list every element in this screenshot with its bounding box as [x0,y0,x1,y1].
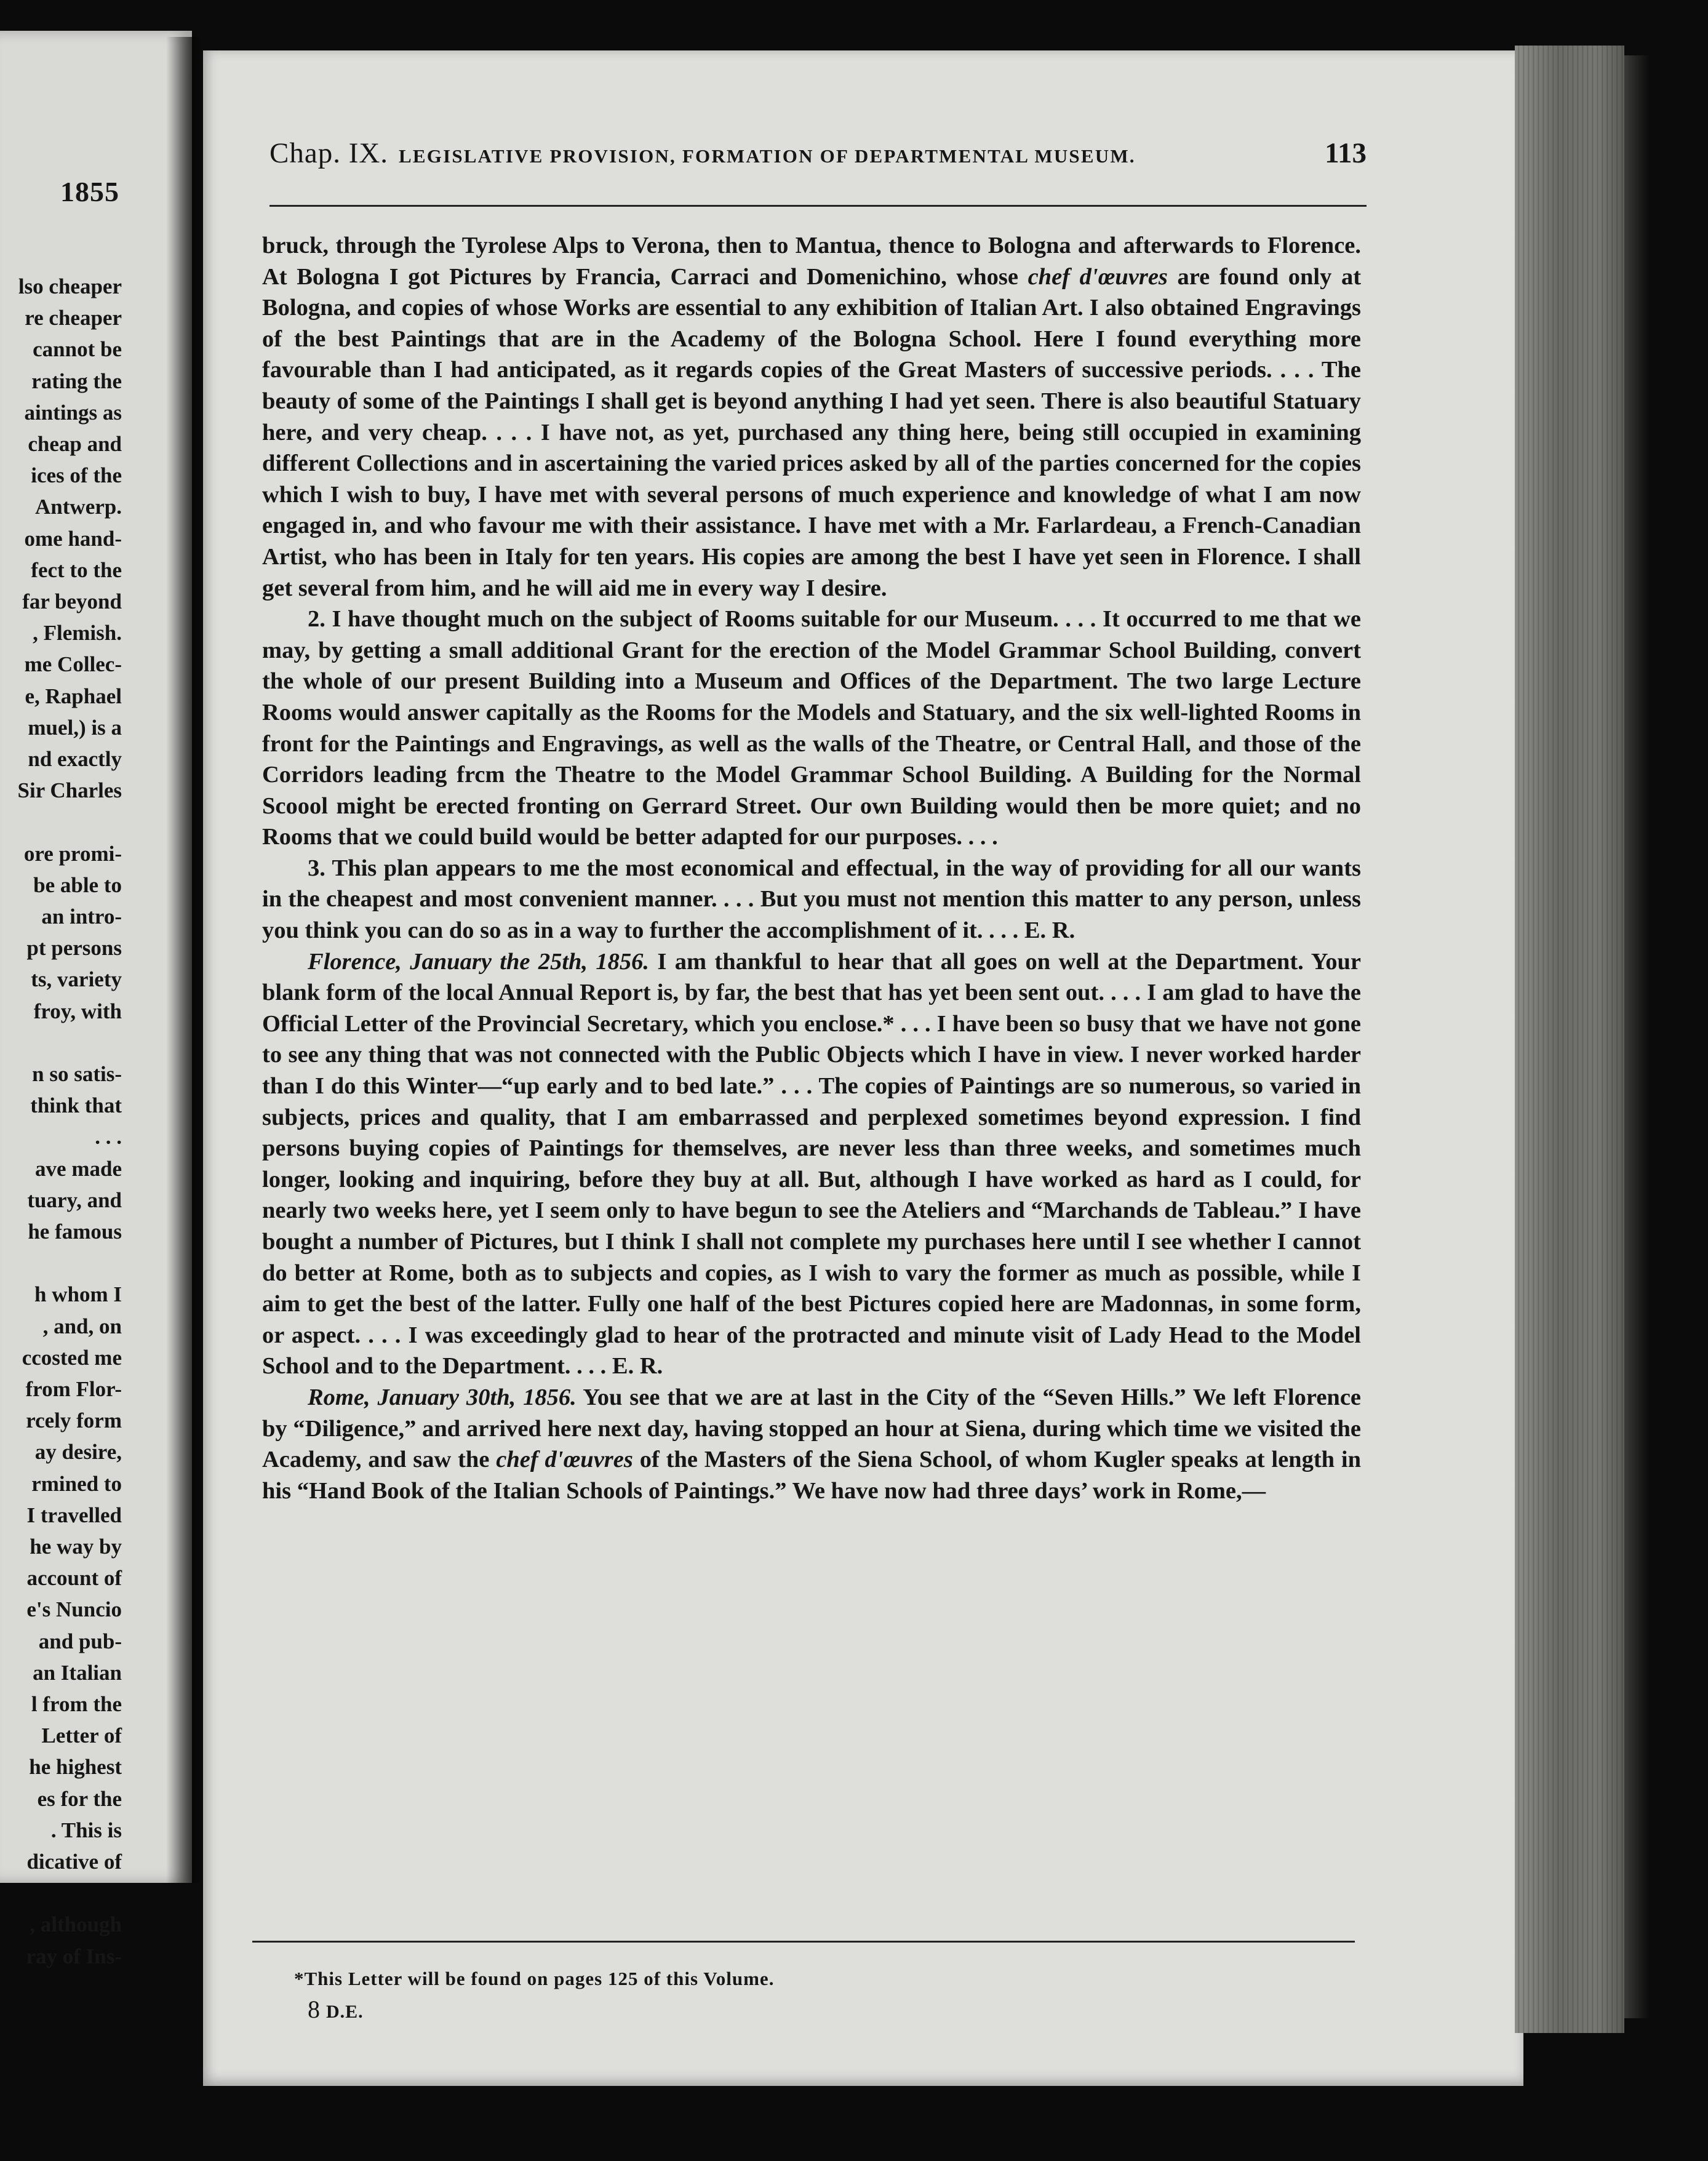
left-page-line: Sir Charles [17,778,122,803]
left-page-line: Letter of [41,1724,122,1748]
running-head [269,137,1367,174]
left-page-line: far beyond [22,589,122,613]
left-page-line: ices of the [31,463,122,488]
book-edge-shadow [1624,55,1649,2018]
left-page-line: froy, with [33,999,122,1023]
paragraph-5-date: Rome, January 30th, 1856. [308,1384,577,1410]
left-page-line: pt persons [26,936,122,961]
book-gutter [166,37,202,1883]
left-page-line: ccosted me [22,1345,122,1370]
left-page-line: I travelled [26,1503,122,1527]
left-page-line: es for the [37,1786,122,1811]
paragraph-5-italic: chef d'œuvres [496,1447,633,1473]
paragraph-1-text: bruck, through the Tyrolese Alps to Verona, then to Mantua, thence to Bologna and afterwards to Florence. At Bologna I got Pictures by Francia, Carraci and Domenichino, whose [262,233,1361,290]
left-page-line: ave made [35,1156,122,1181]
left-page-line: tuary, and [27,1188,122,1212]
left-page-line: rmined to [31,1471,122,1496]
paragraph-5 [262,1382,1361,1506]
left-page-line: an intro- [41,905,122,929]
paragraph-4-date: Florence, January the 25th, 1856. [308,948,650,975]
body-text [262,230,1361,1506]
left-page-line: aintings as [24,400,122,425]
left-page-line: h whom I [34,1282,122,1307]
left-page-line: an Italian [33,1660,122,1685]
left-page-line: n so satis- [32,1062,122,1086]
chapter-label: Chap. IX. [269,137,389,169]
left-page-line: from Flor- [25,1377,122,1401]
paragraph-1-italic: chef d'œuvres [1028,263,1168,290]
paragraph-4-text: I am thankful to hear that all goes on well at the Department. Your blank form of the local Annual Report is, by far, the best that has yet been sent out. . . . I am glad to have the Official Letter of the Provincial Secretary, which you enclose.* . . . I have been so busy that we have not gone to see any thing that was not connected with the Public Objects which I have in view. I never worked harder than I do this Winter—“up early and to bed late.” . . . The copies of Paintings are so numerous, so varied in subjects, prices and quality, that I am embarrassed and perplexed sometimes beyond expression. I find persons buying copies of Paintings for themselves, are never less than three weeks, and sometimes much longer, looking and inquiring, before they buy at all. But, although I have worked as hard as I could, for nearly two weeks here, yet I seem only to have begun to see the Ateliers and “Marchands de Tableau.” I have bought a number of Pictures, but I think I shall not complete my purchases here until I see whether I cannot do better at Rome, both as to subjects and copies, as I wish to vary the former as much as possible, while I aim to get the best of the latter. Fully one half of the best Pictures copied here are Madonnas, in some form, or aspect. . . . I was exceedingly glad to hear of the protracted and minute visit of Lady Head to the Model School and to the Department. . . . E. R. [262,948,1361,1380]
footnote-rule [252,1941,1355,1943]
left-page-line: Antwerp. [35,495,122,519]
footnote: *This Letter will be found on pages 125 of this Volume. [294,1968,775,1989]
signature-number: 8 [308,1995,320,2023]
left-page-line: l from the [31,1692,122,1716]
left-page-line: ore promi- [23,841,122,866]
left-page-line: fect to the [31,557,122,582]
paragraph-3: 3. This plan appears to me the most economical and effectual, in the way of providing for all our wants in the cheapest and most convenient manner. . . . But you must not mention this matter to any person, unless you think you can do so as in a way to further the accomplishment of it. . . . E. R. [262,855,1361,944]
signature-mark [308,1995,364,2024]
left-page-line: he famous [28,1220,122,1244]
left-page-line: ts, variety [31,967,122,992]
signature-abbrev: D.E. [326,2002,364,2022]
left-page-line: , and, on [42,1314,122,1338]
left-page-line: account of [26,1566,122,1591]
left-page-line: he highest [29,1755,122,1780]
left-page-line: be able to [33,873,122,897]
left-page-line: nd exactly [28,747,122,771]
left-page-line: ray of Ins- [26,1944,122,1968]
left-page-line: he way by [30,1535,122,1559]
left-page-line: ay desire, [34,1440,122,1464]
page-number: 113 [1325,137,1367,169]
paragraph-4 [262,946,1361,1382]
left-page-line: me Collec- [24,652,122,677]
page-fore-edge [1515,46,1624,2033]
left-page-line: . . . [95,1125,122,1149]
left-page-line: muel,) is a [28,715,122,740]
left-page-line: and pub- [38,1629,122,1653]
header-rule [269,205,1367,207]
left-page-line: rating the [31,369,122,393]
paragraph-1-rest: are found only at Bologna, and copies of whose Works are essential to any exhibition of Italian Art. I also obtained Engravings of the best Paintings that are in the Academy of the Bologna School. Here I found everything more favourable than I had anticipated, as it regards copies of the Great Masters of successive periods. . . . The beauty of some of the Paintings I shall get is beyond anything I had yet seen. There is also beautiful Statuary here, and very cheap. . . . I have not, as yet, purchased any thing here, being still occupied in examining different Collections and in ascertaining the varied prices asked by all of the parties concerned for the copies which I wish to buy, I have met with several persons of much experience and knowledge of what I am now engaged in, and who favour me with their assistance. I have met with a Mr. Farlardeau, a French-Canadian Artist, who has been in Italy for ten years. His copies are among the best I have yet seen in Florence. I shall get several from him, and he will aid me in every way I desire. [262,263,1362,601]
left-page-line: dicative of [26,1850,122,1874]
page-title: LEGISLATIVE PROVISION, FORMATION OF DEPARTMENTAL MUSEUM. [399,145,1136,167]
left-page-line: . This is [50,1818,122,1842]
left-page-number: 1855 [60,176,119,207]
left-page-line: rcely form [26,1408,122,1433]
left-page-line: re cheaper [25,306,122,330]
paragraph-5-rest: of the Masters of the Siena School, of whom Kugler speaks at length in his “Hand Book of the Italian Schools of Paintings.” We have now had three days’ work in Rome,— [262,1447,1362,1504]
left-page-line: , although [30,1912,122,1937]
left-page-line: lso cheaper [18,274,122,298]
paragraph-5-text: You see that we are at last in the City of the “Seven Hills.” We left Florence by “Diligence,” and arrived here next day, having stopped an hour at Siena, during which time we visited the Academy, and saw the [262,1384,1361,1473]
left-page-line: cheap and [28,432,122,456]
paragraph-2: 2. I have thought much on the subject of Rooms suitable for our Museum. . . . It occurred to me that we may, by getting a small additional Grant for the erection of the Model Grammar School Building, convert the whole of our present Building into a Museum and Offices of the Department. The two large Lecture Rooms would answer capitally as the Rooms for the Models and Statuary, and the six well-lighted Rooms in front for the Paintings and Engravings, as well as the walls of the Theatre, or Central Hall, and those of the Corridors leading frcm the Theatre to the Model Grammar School Building. A Building for the Normal Scoool might be erected fronting on Gerrard Street. Our own Building would then be more quiet; and no Rooms that we could build would be better adapted for our purposes. . . . [262,606,1361,850]
paragraph-1 [262,230,1361,604]
left-page-line: think that [30,1093,122,1118]
left-page-line: cannot be [33,337,122,362]
left-page-line: , Flemish. [33,621,122,645]
left-page [0,31,192,1968]
left-page-line: e's Nuncio [26,1597,122,1622]
left-page-line: ome hand- [24,526,122,551]
left-page-line: e, Raphael [25,684,122,708]
